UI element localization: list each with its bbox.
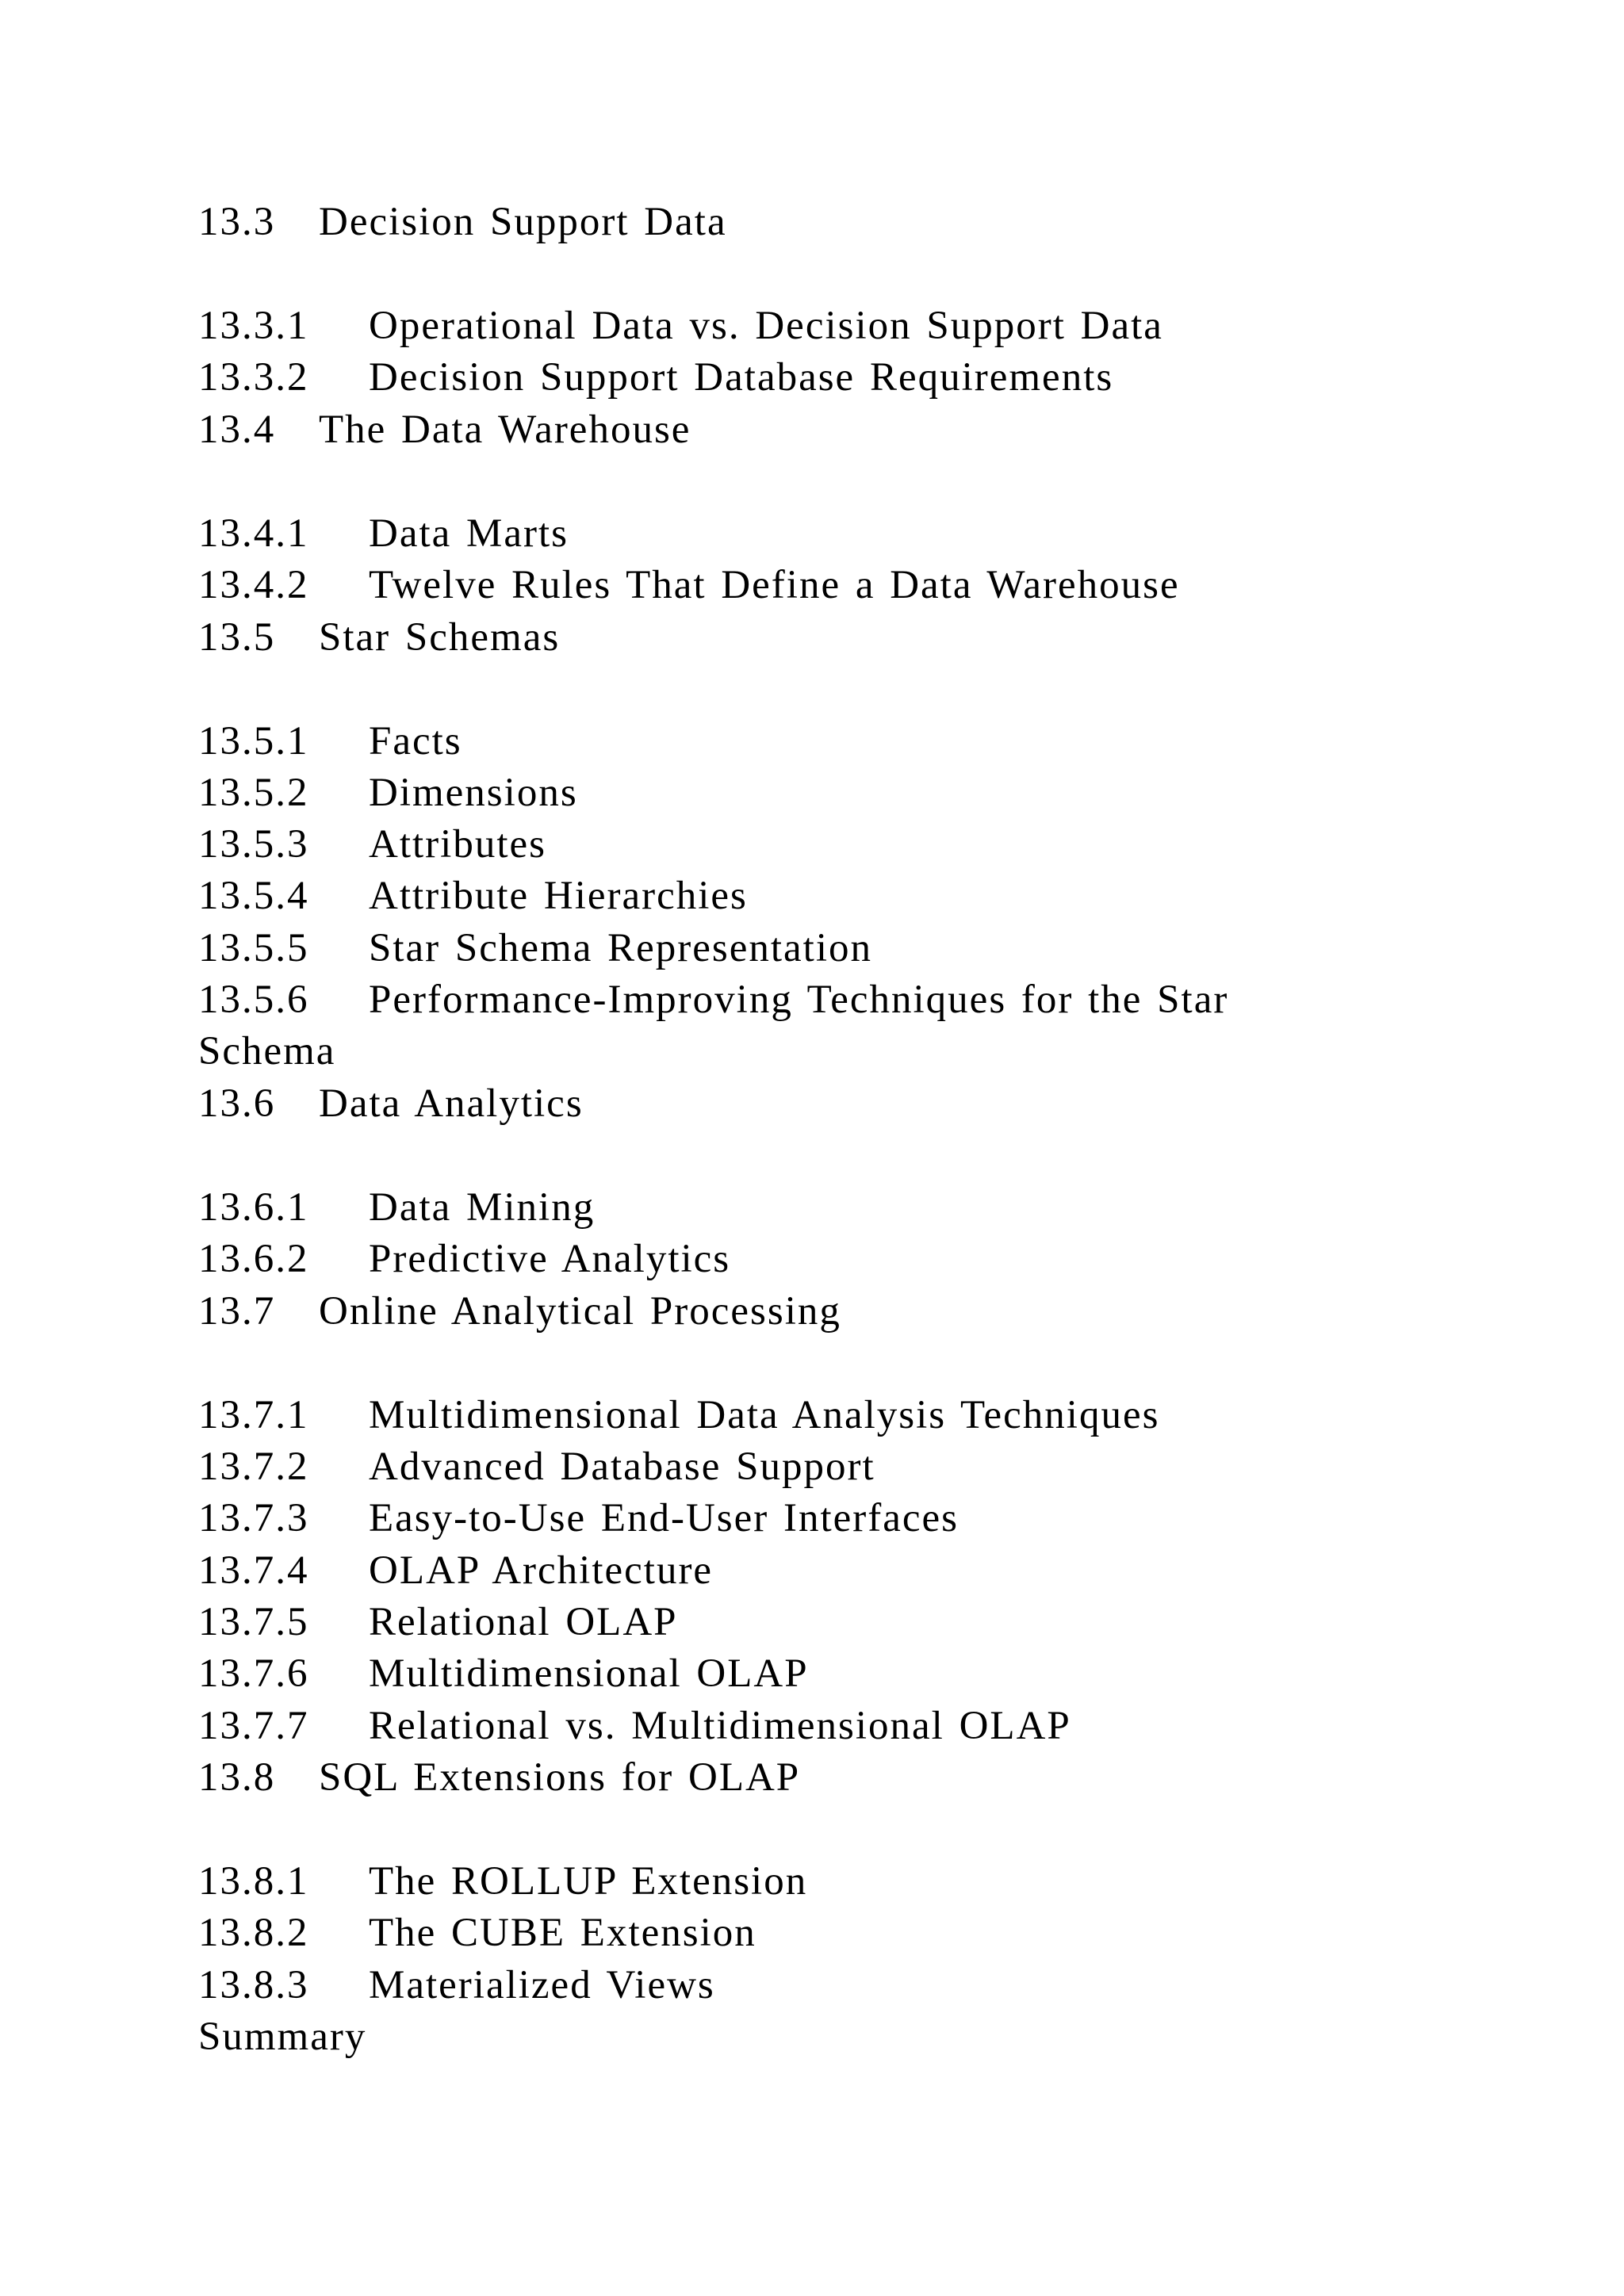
toc-subsection — [198, 1235, 730, 1283]
toc-subsection — [198, 1858, 807, 1905]
toc-subsection — [198, 1961, 715, 2009]
subsection-title: Multidimensional OLAP — [369, 1651, 809, 1696]
subsection-title: The CUBE Extension — [369, 1911, 756, 1955]
toc-subsection — [198, 1909, 756, 1957]
subsection-title: Advanced Database Support — [369, 1445, 875, 1489]
toc-section — [198, 406, 691, 453]
subsection-title: Twelve Rules That Define a Data Warehouse — [369, 563, 1180, 607]
subsection-number: 13.5.6 — [198, 978, 309, 1022]
subsection-title: Decision Support Database Requirements — [369, 355, 1114, 400]
subsection-number: 13.6.1 — [198, 1185, 309, 1230]
toc-section — [198, 1754, 800, 1801]
subsection-title: Predictive Analytics — [369, 1237, 731, 1281]
subsection-title: Data Marts — [369, 511, 569, 556]
subsection-title: Materialized Views — [369, 1963, 715, 2007]
section-number: 13.8 — [198, 1755, 276, 1800]
toc-section — [198, 1080, 584, 1127]
subsection-number: 13.3.2 — [198, 355, 309, 400]
toc-section — [198, 614, 560, 661]
subsection-title: Multidimensional Data Analysis Techniques — [369, 1393, 1160, 1437]
subsection-title: Attributes — [369, 822, 546, 867]
toc-subsection — [198, 718, 462, 765]
continuation-text: Schema — [198, 1029, 336, 1073]
section-number: 13.6 — [198, 1081, 276, 1126]
subsection-number: 13.4.2 — [198, 563, 309, 607]
subsection-number: 13.7.5 — [198, 1600, 309, 1644]
toc-subsection — [198, 1547, 713, 1594]
summary-text: Summary — [198, 2015, 367, 2059]
section-number: 13.5 — [198, 615, 276, 660]
toc-subsection — [198, 561, 1180, 609]
toc-subsection — [198, 1443, 875, 1490]
section-title: Decision Support Data — [319, 200, 727, 244]
section-title: The Data Warehouse — [319, 408, 691, 452]
toc-subsection — [198, 302, 1163, 350]
subsection-number: 13.5.5 — [198, 926, 309, 970]
toc-subsection — [198, 1702, 1071, 1750]
toc-title-continuation — [198, 1027, 335, 1075]
subsection-number: 13.6.2 — [198, 1237, 309, 1281]
subsection-number: 13.7.3 — [198, 1496, 309, 1540]
subsection-number: 13.5.4 — [198, 874, 309, 918]
toc-subsection — [198, 1598, 678, 1646]
toc-subsection — [198, 1184, 595, 1231]
toc-summary — [198, 2013, 366, 2061]
subsection-title: Facts — [369, 719, 462, 763]
toc-subsection — [198, 1494, 959, 1542]
subsection-number: 13.7.6 — [198, 1651, 309, 1696]
toc-section — [198, 1288, 841, 1335]
section-title: Online Analytical Processing — [319, 1289, 841, 1334]
toc-subsection — [198, 976, 1228, 1024]
subsection-number: 13.5.3 — [198, 822, 309, 867]
subsection-number: 13.7.4 — [198, 1548, 309, 1593]
toc-section — [198, 198, 727, 246]
subsection-title: Relational OLAP — [369, 1600, 678, 1644]
subsection-title: Attribute Hierarchies — [369, 874, 748, 918]
section-title: Star Schemas — [319, 615, 561, 660]
subsection-number: 13.7.1 — [198, 1393, 309, 1437]
section-title: Data Analytics — [319, 1081, 584, 1126]
subsection-number: 13.8.3 — [198, 1963, 309, 2007]
subsection-number: 13.3.1 — [198, 304, 309, 348]
subsection-number: 13.7.7 — [198, 1704, 309, 1748]
subsection-number: 13.8.2 — [198, 1911, 309, 1955]
subsection-title: The ROLLUP Extension — [369, 1859, 808, 1904]
section-number: 13.3 — [198, 200, 276, 244]
toc-subsection — [198, 821, 546, 868]
subsection-title: Data Mining — [369, 1185, 596, 1230]
subsection-number: 13.5.2 — [198, 771, 309, 815]
toc-subsection — [198, 1391, 1159, 1439]
toc-subsection — [198, 354, 1113, 401]
section-number: 13.7 — [198, 1289, 276, 1334]
subsection-number: 13.7.2 — [198, 1445, 309, 1489]
subsection-title: OLAP Architecture — [369, 1548, 714, 1593]
subsection-title: Dimensions — [369, 771, 578, 815]
toc-subsection — [198, 924, 872, 972]
toc-subsection — [198, 510, 569, 557]
subsection-number: 13.8.1 — [198, 1859, 309, 1904]
section-title: SQL Extensions for OLAP — [319, 1755, 801, 1800]
subsection-title: Relational vs. Multidimensional OLAP — [369, 1704, 1071, 1748]
subsection-number: 13.5.1 — [198, 719, 309, 763]
toc-subsection — [198, 1650, 809, 1697]
toc-subsection — [198, 872, 748, 920]
subsection-title: Performance-Improving Techniques for the Star — [369, 978, 1229, 1022]
subsection-title: Star Schema Representation — [369, 926, 872, 970]
section-number: 13.4 — [198, 408, 276, 452]
subsection-title: Operational Data vs. Decision Support Data — [369, 304, 1163, 348]
subsection-number: 13.4.1 — [198, 511, 309, 556]
subsection-title: Easy-to-Use End-User Interfaces — [369, 1496, 959, 1540]
toc-subsection — [198, 769, 578, 817]
